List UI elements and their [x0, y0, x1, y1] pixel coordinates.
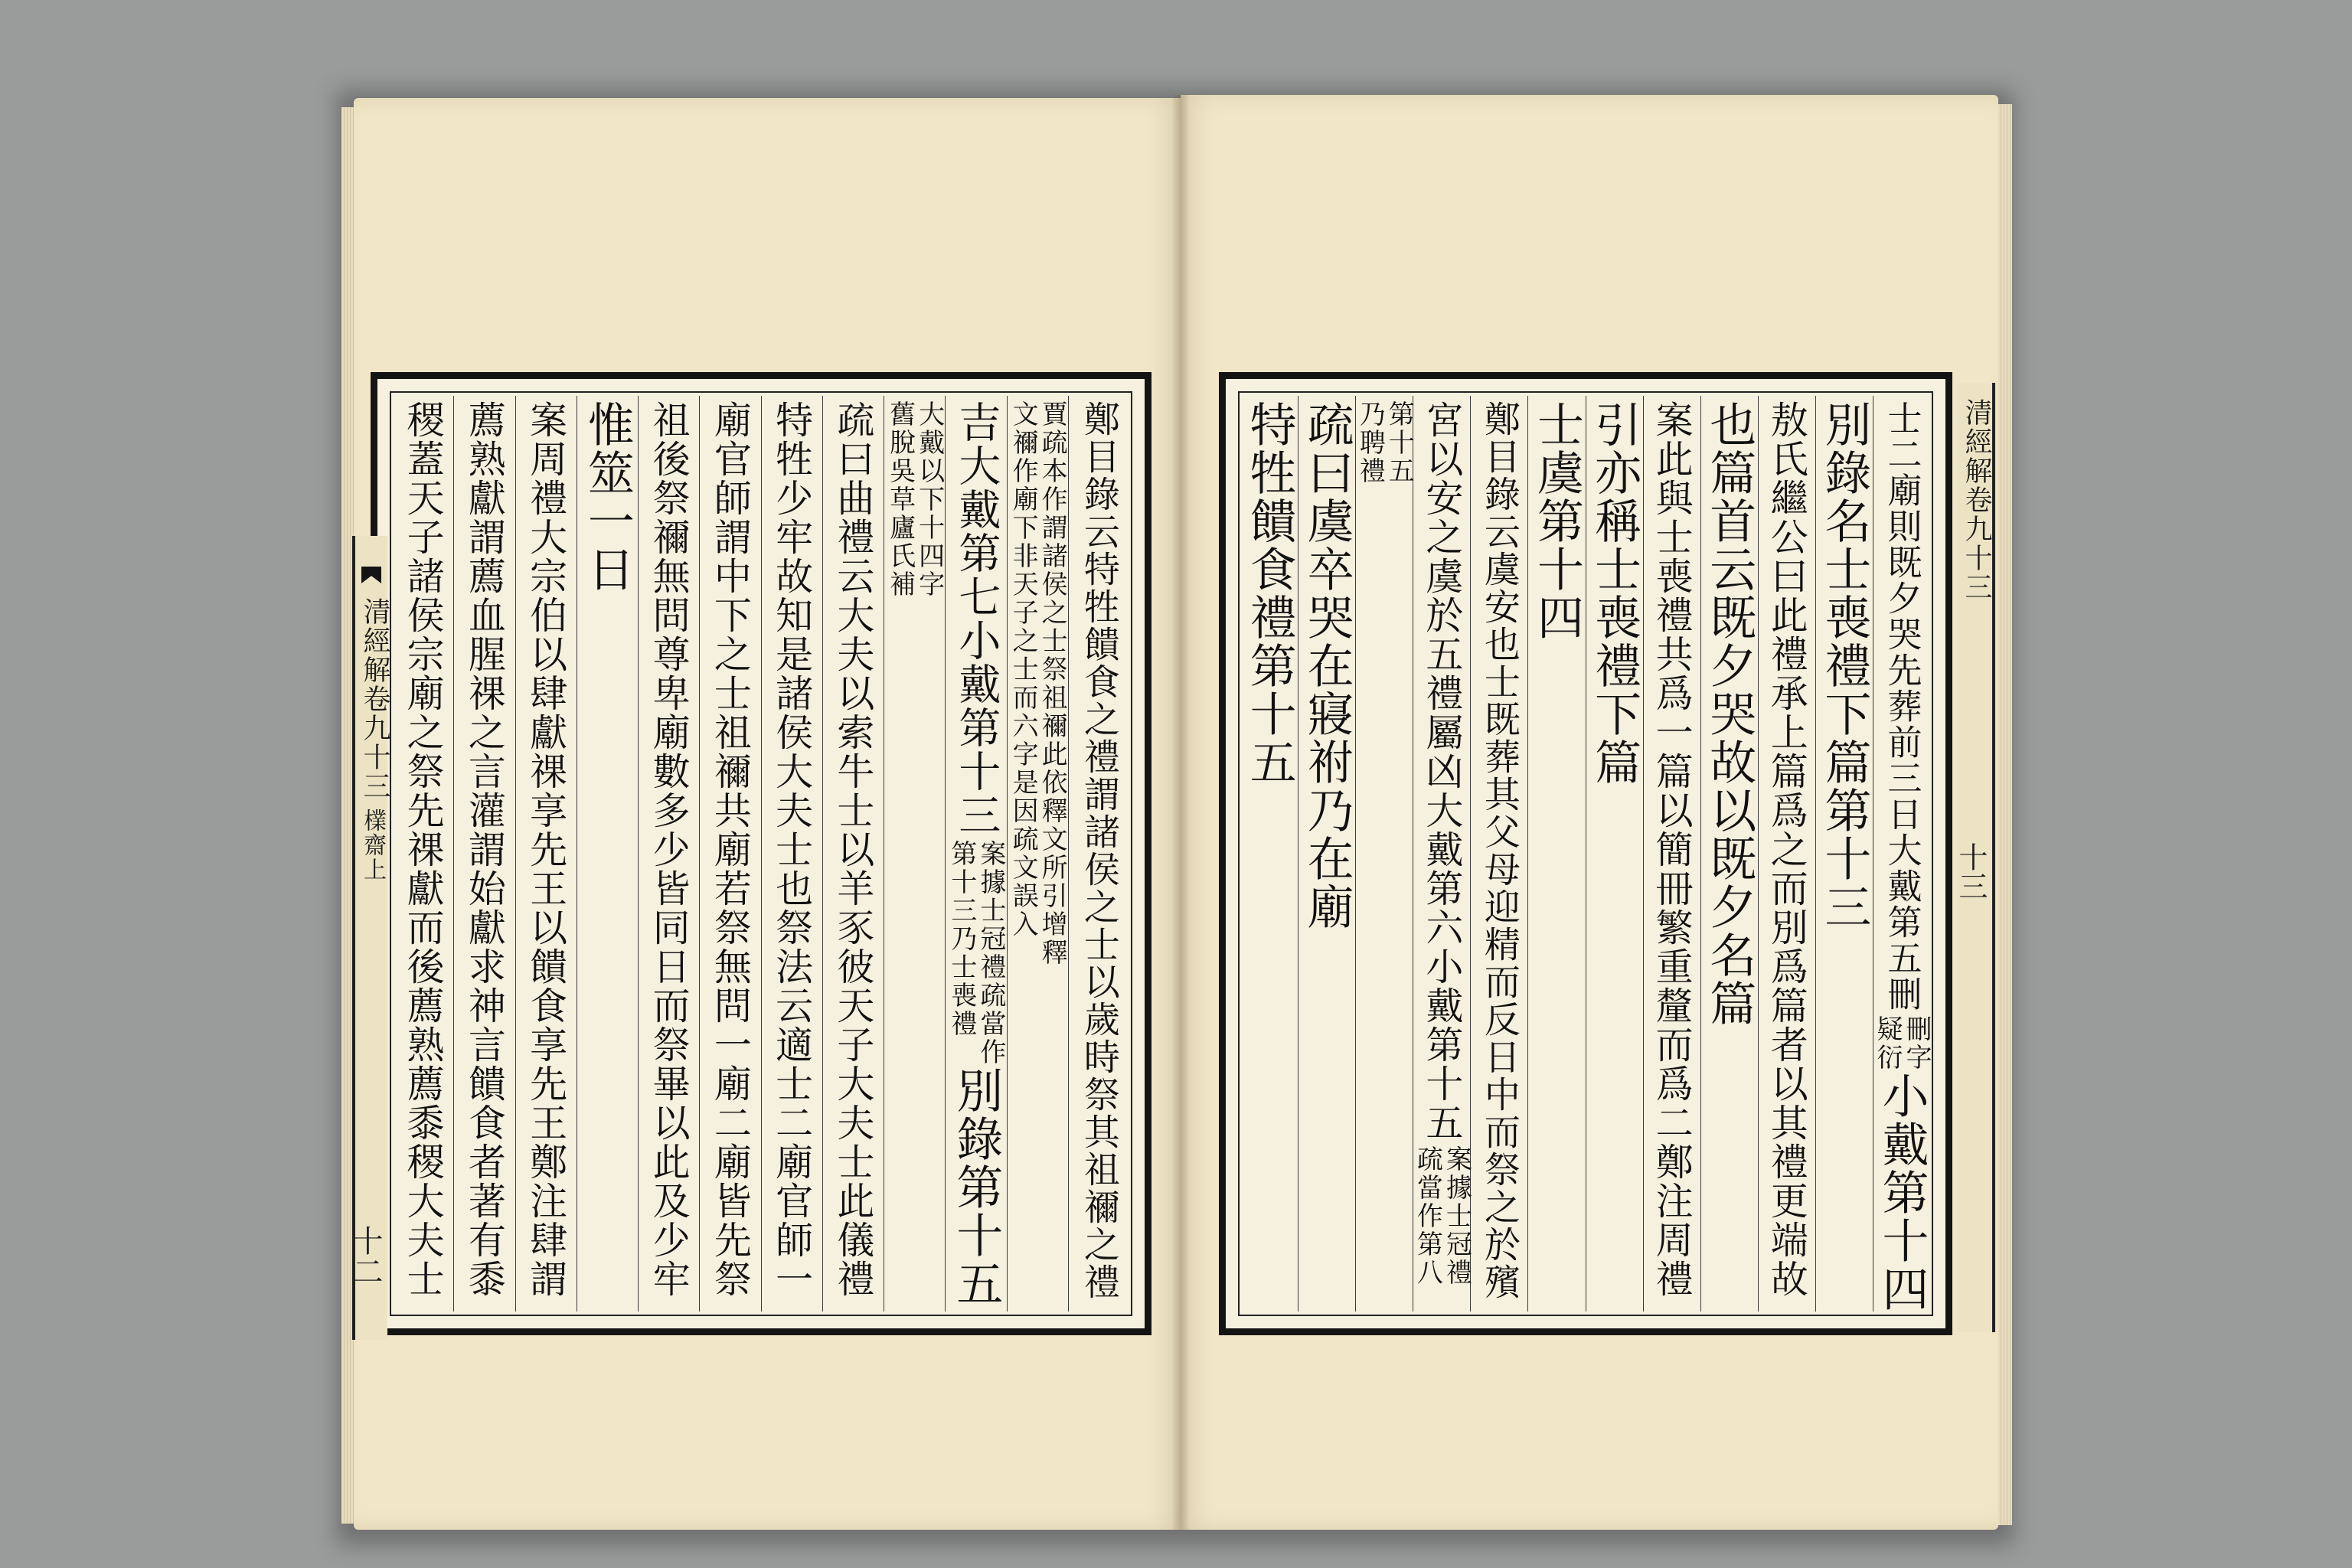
column-text: 疏曰虞卒哭在寢祔乃在廟 — [1299, 400, 1354, 931]
annotation-right: 大戴以下十四字 — [913, 400, 945, 599]
left-col-6 — [761, 396, 822, 1312]
mixed-column — [946, 400, 1006, 1308]
left-col-9 — [577, 396, 638, 1312]
annotation — [1412, 1145, 1472, 1287]
left-col-10 — [515, 396, 577, 1312]
column-text: 薦熟獻謂薦血腥祼之言灌謂始獻求神言饋食者著有黍 — [462, 400, 507, 1298]
right-col-3 — [1758, 396, 1815, 1312]
column-text: 特牲少牢故知是諸侯大夫士也祭法云適士二廟官師一 — [769, 400, 814, 1298]
column-text: 廟官師謂中下之士祖禰共廟若祭無問一廟二廟皆先祭 — [708, 400, 753, 1298]
right-fold-band — [1954, 383, 1995, 1332]
annotation — [1871, 1015, 1932, 1072]
column-text: 敖氏繼公曰此禮承上篇爲之而別爲篇者以其禮更端故 — [1765, 400, 1809, 1298]
page-number: 十二 — [348, 1225, 383, 1286]
column-text: 鄭目錄云虞安也士既葬其父母迎精而反日中而祭之於殯 — [1478, 400, 1521, 1301]
left-col-4 — [884, 396, 945, 1312]
column-text: 別錄名士喪禮下篇第十三 — [1817, 400, 1872, 931]
column-text: 宮以安之虞於五禮屬凶大戴第六小戴第十五 — [1419, 400, 1464, 1142]
left-columns — [393, 396, 1129, 1312]
left-col-11 — [453, 396, 514, 1312]
annotation-left: 第十三乃士喪禮 — [946, 840, 977, 1038]
annotation-left: 乃聘禮 — [1354, 400, 1386, 485]
annotation-left: 舊脫吳草廬氏補 — [884, 400, 916, 599]
column-text: 案此與士喪禮共爲一篇以簡冊繁重釐而爲二鄭注周禮 — [1650, 400, 1694, 1298]
column-text: 士二廟則既夕哭先葬前三日大戴第五刪 — [1881, 400, 1922, 1012]
column-text: 特牲饋食禮第十五 — [1242, 400, 1297, 786]
band-title: 清經解卷九十三 — [359, 597, 390, 801]
column-text: 案周禮大宗伯以肆獻祼享先王以饋食享先王鄭注肆謂 — [524, 400, 568, 1298]
annotation-left: 疑衍 — [1871, 1015, 1903, 1072]
left-col-1 — [1068, 396, 1129, 1312]
band-title: 清經解卷九十三 — [1961, 398, 1992, 602]
right-text-frame — [1219, 372, 1952, 1335]
column-text: 引亦稱士喪禮下篇 — [1587, 400, 1642, 786]
mixed-column — [1873, 400, 1930, 1313]
page-number: 十三 — [1954, 842, 1988, 900]
right-col-10 — [1355, 396, 1413, 1312]
column-text: 祖後祭禰無問尊卑廟數多少皆同日而祭畢以此及少牢 — [647, 400, 691, 1298]
right-col-6 — [1586, 396, 1643, 1312]
left-fold-band — [348, 536, 390, 1340]
right-columns — [1241, 396, 1930, 1312]
right-col-11 — [1298, 396, 1355, 1312]
left-col-12 — [393, 396, 453, 1312]
annotation-right: 案據士冠禮 — [1441, 1145, 1472, 1287]
column-text: 士虞第十四 — [1529, 400, 1584, 642]
band-publisher: 檏齋上 — [359, 808, 386, 882]
left-col-3 — [945, 396, 1006, 1312]
column-text: 鄭目錄云特牲饋食之禮謂諸侯之士以歲時祭其祖禰之禮 — [1077, 400, 1120, 1301]
right-col-9 — [1413, 396, 1470, 1312]
annotation — [1008, 400, 1068, 967]
left-text-frame — [371, 372, 1152, 1335]
column-text: 也篇首云既夕哭故以既夕名篇 — [1702, 400, 1757, 1027]
right-col-2 — [1815, 396, 1873, 1312]
annotation — [884, 400, 945, 599]
column-text: 惟筮一日 — [580, 400, 635, 593]
annotation-left: 文禰作廟下非天子之士而六字是因疏文誤入 — [1008, 400, 1039, 939]
right-col-4 — [1700, 396, 1758, 1312]
right-col-5 — [1643, 396, 1700, 1312]
annotation — [946, 840, 1006, 1067]
column-text: 稷蓋天子諸侯宗廟之祭先祼獻而後薦熟薦黍稷大夫士 — [401, 400, 446, 1298]
left-col-8 — [638, 396, 699, 1312]
right-col-8 — [1470, 396, 1527, 1312]
annotation-right: 賈疏本作謂諸侯之士祭祖禰此依釋文所引增釋 — [1037, 400, 1068, 967]
right-col-12 — [1241, 396, 1298, 1312]
right-col-7 — [1527, 396, 1585, 1312]
left-col-5 — [822, 396, 884, 1312]
book-gutter — [1171, 95, 1190, 1530]
column-text: 疏曰曲禮云大夫以索牛士以羊豕彼天子大夫士此儀禮 — [831, 400, 875, 1298]
right-col-1 — [1873, 396, 1930, 1312]
mixed-column — [1413, 400, 1470, 1287]
column-text: 別錄第十五 — [949, 1067, 1004, 1308]
column-text: 小戴第十四 — [1874, 1072, 1929, 1313]
fishtail-ornament — [361, 567, 381, 583]
left-col-7 — [699, 396, 760, 1312]
annotation — [1356, 400, 1413, 485]
annotation-left: 疏當作第八 — [1412, 1145, 1443, 1287]
left-col-2 — [1007, 396, 1068, 1312]
annotation-right: 案據士冠禮疏當作 — [975, 840, 1006, 1067]
annotation-right: 刪字 — [1900, 1015, 1932, 1072]
column-text: 吉大戴第七小戴第十三 — [952, 400, 1001, 837]
annotation-right: 第十五 — [1383, 400, 1415, 485]
